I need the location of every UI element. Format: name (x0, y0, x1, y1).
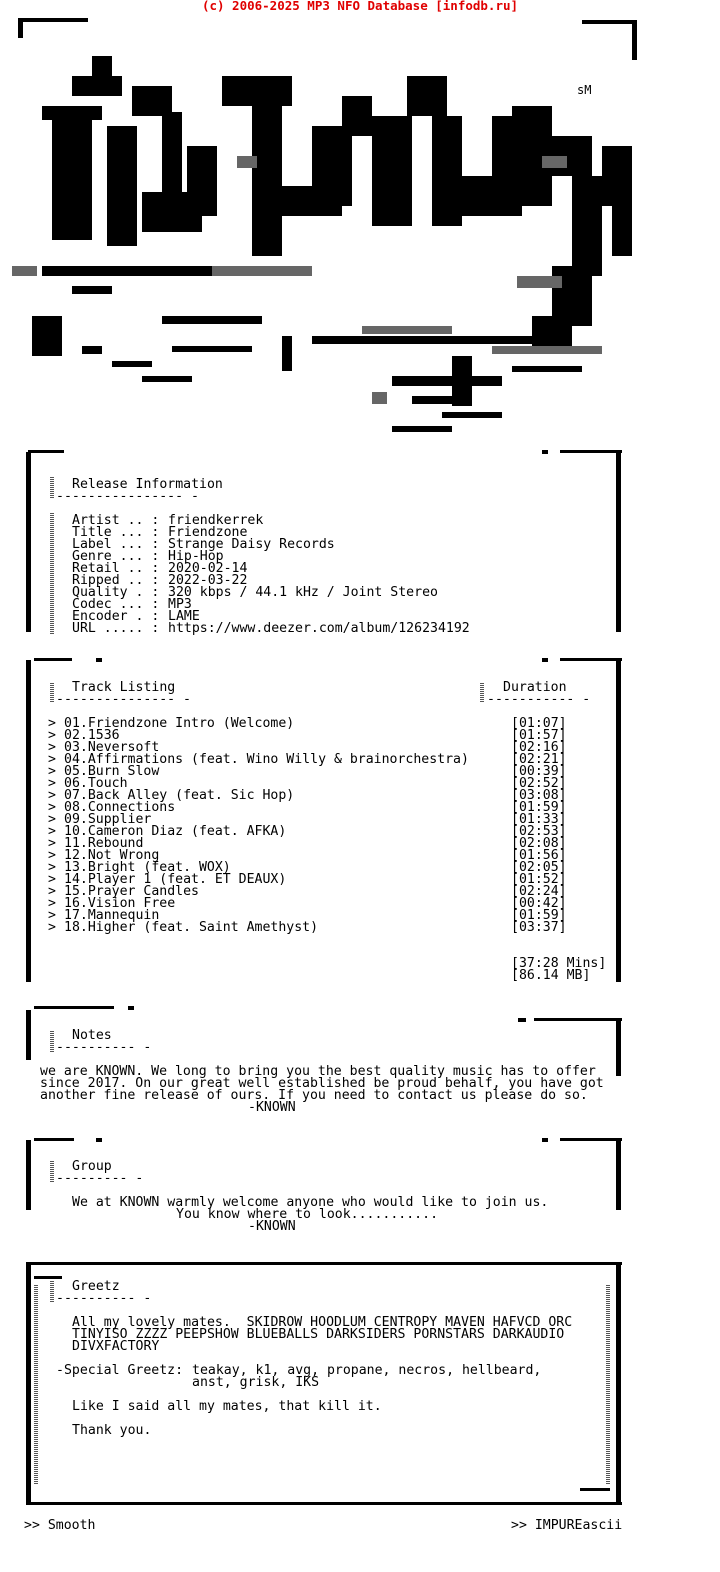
track-duration: [01:07] (511, 716, 567, 731)
release-frame-right (616, 452, 621, 632)
notes-side-shade (50, 1030, 54, 1052)
greetz-left-shade (34, 1284, 38, 1484)
track-bullet-icon: > (48, 788, 56, 803)
track-duration: [02:05] (511, 860, 567, 875)
track-bullet-icon: > (48, 752, 56, 767)
track-name: 12.Not Wrong (64, 848, 160, 863)
release-side-shade-2 (50, 512, 54, 634)
track-name: 14.Player 1 (feat. ET DEAUX) (64, 872, 287, 887)
track-bullet-icon: > (48, 728, 56, 743)
group-frame-top-left (34, 1138, 74, 1141)
track-bullet-icon: > (48, 824, 56, 839)
track-duration: [02:53] (511, 824, 567, 839)
group-line-1: We at KNOWN warmly welcome anyone who would like to join us. (72, 1195, 549, 1210)
group-title: Group (72, 1159, 112, 1174)
duration-title: Duration (503, 680, 567, 695)
group-frame-top-right (560, 1138, 622, 1141)
greetz-special-label: -Special Greetz: (56, 1363, 184, 1378)
track-duration: [03:08] (511, 788, 567, 803)
tracks-title: Track Listing (72, 680, 176, 695)
track-bullet-icon: > (48, 740, 56, 755)
greetz-frame-bottom (26, 1502, 622, 1505)
track-bullet-icon: > (48, 800, 56, 815)
notes-line-2: since 2017. On our great well established be proud behalf, you have got (40, 1076, 604, 1091)
release-value-title: Friendzone (168, 525, 248, 540)
track-bullet-icon: > (48, 836, 56, 851)
track-bullet-icon: > (48, 848, 56, 863)
track-bullet-icon: > (48, 776, 56, 791)
track-name: 16.Vision Free (64, 896, 176, 911)
copyright-header: (c) 2006-2025 MP3 NFO Database [infodb.ru] (201, 0, 519, 13)
release-frame-corner (542, 450, 548, 454)
release-value-ripped: 2022-03-22 (168, 573, 248, 588)
group-side-shade (50, 1160, 54, 1182)
tracks-duration-shade (480, 682, 484, 702)
notes-frame-left (26, 1010, 31, 1060)
track-duration: [02:21] (511, 752, 567, 767)
tracks-side-shade (50, 682, 54, 702)
release-side-shade (50, 476, 54, 498)
tracks-frame-top-left (34, 658, 72, 661)
release-value-retail: 2020-02-14 (168, 561, 248, 576)
release-frame-left (26, 452, 31, 632)
track-name: 06.Touch (64, 776, 128, 791)
track-name: 03.Neversoft (64, 740, 160, 755)
track-duration: [00:39] (511, 764, 567, 779)
tracks-frame-right (616, 660, 621, 982)
greetz-special-2: anst, grisk, IKS (192, 1375, 320, 1390)
track-name: 04.Affirmations (feat. Wino Willy & brainorchestra) (64, 752, 469, 767)
track-duration: [02:16] (511, 740, 567, 755)
greetz-frame-left (26, 1264, 31, 1504)
track-bullet-icon: > (48, 716, 56, 731)
total-time: [37:28 Mins] (511, 956, 607, 971)
track-duration: [01:59] (511, 800, 567, 815)
greetz-frame-inner-tl (34, 1276, 62, 1279)
greetz-mates: Like I said all my mates, that kill it. (72, 1399, 382, 1414)
notes-frame-top-left (34, 1006, 114, 1009)
release-value-url[interactable]: https://www.deezer.com/album/126234192 (168, 621, 470, 636)
tracks-frame-corner-right (542, 658, 548, 662)
track-duration: [00:42] (511, 896, 567, 911)
total-size: [86.14 MB] (511, 968, 591, 983)
group-signature: -KNOWN (248, 1219, 296, 1234)
track-bullet-icon: > (48, 872, 56, 887)
release-value-encoder: LAME (168, 609, 200, 624)
footer-credit-right: >> IMPUREascii (511, 1518, 623, 1533)
duration-title-underline: ----------- - (487, 692, 591, 707)
track-name: 05.Burn Slow (64, 764, 160, 779)
release-value-genre: Hip-Hop (168, 549, 224, 564)
greetz-special-1: teakay, k1, avg, propane, necros, hellbeard, (192, 1363, 542, 1378)
track-duration: [03:37] (511, 920, 567, 935)
track-name: 15.Prayer Candles (64, 884, 199, 899)
greetz-frame-right (616, 1264, 621, 1504)
greetz-line-3: DIVXFACTORY (72, 1339, 160, 1354)
track-duration: [02:24] (511, 884, 567, 899)
track-name: 08.Connections (64, 800, 176, 815)
tracks-frame-top-right (560, 658, 622, 661)
track-bullet-icon: > (48, 884, 56, 899)
greetz-line-2: TINYISO ZZZZ PEEPSHOW BLUEBALLS DARKSIDERS PORNSTARS DARKAUDIO (72, 1327, 565, 1342)
greetz-title-underline: ---------- - (56, 1291, 152, 1306)
greetz-side-shade (50, 1280, 54, 1302)
track-name: 02.1536 (64, 728, 120, 743)
greetz-right-shade (606, 1284, 610, 1484)
track-row (48, 922, 608, 934)
release-frame-top-left (28, 450, 64, 453)
group-frame-corner-right (542, 1138, 548, 1142)
notes-signature: -KNOWN (248, 1100, 296, 1115)
notes-line-3: another fine release of ours. If you need to contact us please do so. (40, 1088, 588, 1103)
track-bullet-icon: > (48, 764, 56, 779)
release-frame-top-right (560, 450, 622, 453)
notes-title-underline: ---------- - (56, 1040, 152, 1055)
footer-credit-left: >> Smooth (24, 1518, 96, 1533)
greetz-frame-top (26, 1262, 622, 1265)
track-name: 11.Rebound (64, 836, 144, 851)
group-frame-left (26, 1140, 31, 1210)
release-value-codec: MP3 (168, 597, 192, 612)
group-title-underline: --------- - (56, 1171, 144, 1186)
track-name: 01.Friendzone Intro (Welcome) (64, 716, 295, 731)
release-key-retail: Retail .. : (72, 561, 160, 576)
track-name: 09.Supplier (64, 812, 152, 827)
track-bullet-icon: > (48, 812, 56, 827)
release-key-encoder: Encoder . : (72, 609, 160, 624)
track-name: 10.Cameron Diaz (feat. AFKA) (64, 824, 287, 839)
track-duration: [01:57] (511, 728, 567, 743)
known-ascii-logo (12, 16, 642, 446)
track-bullet-icon: > (48, 896, 56, 911)
release-title-underline: ---------------- - (56, 489, 199, 504)
release-value-label: Strange Daisy Records (168, 537, 335, 552)
release-value-quality: 320 kbps / 44.1 kHz / Joint Stereo (168, 585, 438, 600)
release-key-label: Label ... : (72, 537, 160, 552)
track-bullet-icon: > (48, 920, 56, 935)
group-line-2: You know where to look........... (176, 1207, 439, 1222)
release-value-artist: friendkerrek (168, 513, 264, 528)
notes-frame-corner-right (518, 1018, 526, 1022)
greetz-line-1: All my lovely mates. SKIDROW HOODLUM CENTROPY MAVEN HAFVCD ORC (72, 1315, 573, 1330)
track-name: 13.Bright (feat. WOX) (64, 860, 231, 875)
track-duration: [02:52] (511, 776, 567, 791)
track-bullet-icon: > (48, 860, 56, 875)
track-duration: [01:59] (511, 908, 567, 923)
track-name: 17.Mannequin (64, 908, 160, 923)
track-duration: [01:52] (511, 872, 567, 887)
greetz-thanks: Thank you. (72, 1423, 152, 1438)
release-key-ripped: Ripped .. : (72, 573, 160, 588)
release-key-url: URL ..... : (72, 621, 160, 636)
release-title: Release Information (72, 477, 223, 492)
notes-frame-top-right (534, 1018, 622, 1021)
notes-title: Notes (72, 1028, 112, 1043)
notes-frame-right (616, 1020, 621, 1076)
release-key-genre: Genre ... : (72, 549, 160, 564)
tracks-title-underline: --------------- - (56, 692, 191, 707)
track-duration: [02:08] (511, 836, 567, 851)
group-frame-corner (96, 1138, 102, 1142)
tracks-frame-left (26, 660, 31, 982)
greetz-frame-inner-br (580, 1488, 610, 1491)
release-key-artist: Artist .. : (72, 513, 160, 528)
logo-signature: sM (577, 83, 592, 97)
release-key-quality: Quality . : (72, 585, 160, 600)
release-key-title: Title ... : (72, 525, 160, 540)
track-name: 18.Higher (feat. Saint Amethyst) (64, 920, 319, 935)
notes-line-1: we are KNOWN. We long to bring you the best quality music has to offer (40, 1064, 596, 1079)
greetz-title: Greetz (72, 1279, 120, 1294)
release-key-codec: Codec ... : (72, 597, 160, 612)
group-frame-right (616, 1140, 621, 1210)
track-name: 07.Back Alley (feat. Sic Hop) (64, 788, 295, 803)
track-duration: [01:56] (511, 848, 567, 863)
track-bullet-icon: > (48, 908, 56, 923)
notes-frame-corner (128, 1006, 134, 1010)
track-duration: [01:33] (511, 812, 567, 827)
tracks-frame-corner-left (96, 658, 102, 662)
